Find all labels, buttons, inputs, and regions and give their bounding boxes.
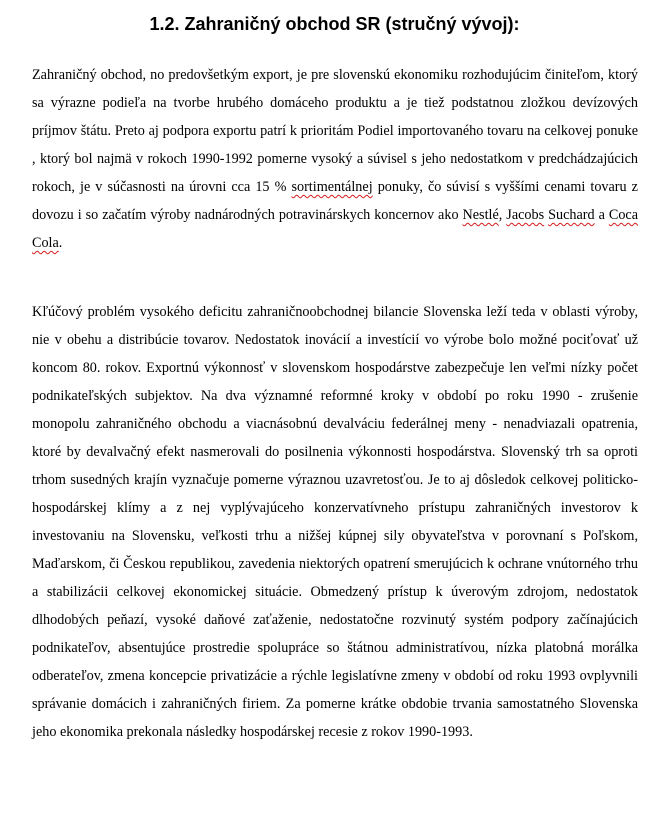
paragraph-text: Zahraničný obchod, no predovšetkým export, je pre slovenskú ekonomiku rozhodujúcim činiteľom, ktorý sa výrazne podieľa na tvorbe hrubého domáceho produktu a je tiež podstatnou zložkou devízových príjmov štátu. Preto aj podpora exportu patrí k prioritám Podiel importovaného tovaru na celkovej ponuke , ktorý bol najmä v rokoch 1990-1992 pomerne vysoký a súvisel s jeho nedostatkom v predchádzajúcich rokoch, je v súčasnosti na úrovni cca 15 % (32, 67, 638, 195)
paragraph-deficit: Kľúčový problém vysokého deficitu zahraničnoobchodnej bilancie Slovenska leží teda v oblasti výroby, nie v obehu a distribúcie tovarov. Nedostatok inovácií a investícií vo výrobe bolo možné pociťovať už koncom 80. rokov. Exportnú výkonnosť v slovenskom hospodárstve zabezpečuje len veľmi nízky počet podnikateľských subjektov. Na dva významné reformné kroky v období po roku 1990 - zrušenie monopolu zahraničného obchodu a viacnásobnú devalváciu federálnej meny - nenadviazali opatrenia, ktoré by devalvačný efekt nasmerovali do posilnenia výkonnosti hospodárstva. Slovenský trh sa oproti trhom susedných krajín vyznačuje pomerne výraznou uzavretosťou. Je to aj dôsledok celkovej politicko-hospodárskej klímy a z nej vyplývajúceho konzervatívneho prístupu zahraničných investorov k investovaniu na Slovensku, veľkosti trhu a nižšej kúpnej sily obyvateľstva v porovnaní s Poľskom, Maďarskom, či Českou republikou, zavedenia niektorých opatrení smerujúcich k ochrane vnútorného trhu a stabilizácii celkovej ekonomickej situácie. Obmedzený prístup k úverovým zdrojom, nedostatok dlhodobých peňazí, vysoké daňové zaťaženie, nedostatočne rozvinutý systém podpory začínajúcich podnikateľov, absentujúce prostredie spolupráce so štátnou administratívou, nízka platobná morálka odberateľov, zmena koncepcie privatizácie a rýchle legislatívne zmeny v období od roku 1993 ovplyvnili správanie domácich i zahraničných firiem. Za pomerne krátke obdobie trvania samostatného Slovenska jeho ekonomika prekonala následky hospodárskej recesie z rokov 1990-1993. (32, 304, 638, 740)
section-heading: 1.2. Zahraničný obchod SR (stručný vývoj): (149, 14, 520, 34)
paragraph-text: , (498, 207, 507, 223)
spellcheck-word: Coca Cola (32, 207, 639, 251)
spellcheck-word: Jacobs (506, 207, 545, 223)
spellcheck-word: Suchard (548, 207, 595, 223)
paragraph-export (32, 61, 638, 257)
paragraph-text: ponuky, čo súvisí s vyššími cenami tovaru z dovozu i so začatím výroby nadnárodných potravinárskych koncernov ako (32, 179, 638, 223)
spellcheck-word: sortimentálnej (291, 179, 373, 195)
paragraph-text: . (58, 235, 63, 251)
spellcheck-word: Nestlé (462, 207, 499, 223)
paragraph-text: a (594, 207, 609, 223)
